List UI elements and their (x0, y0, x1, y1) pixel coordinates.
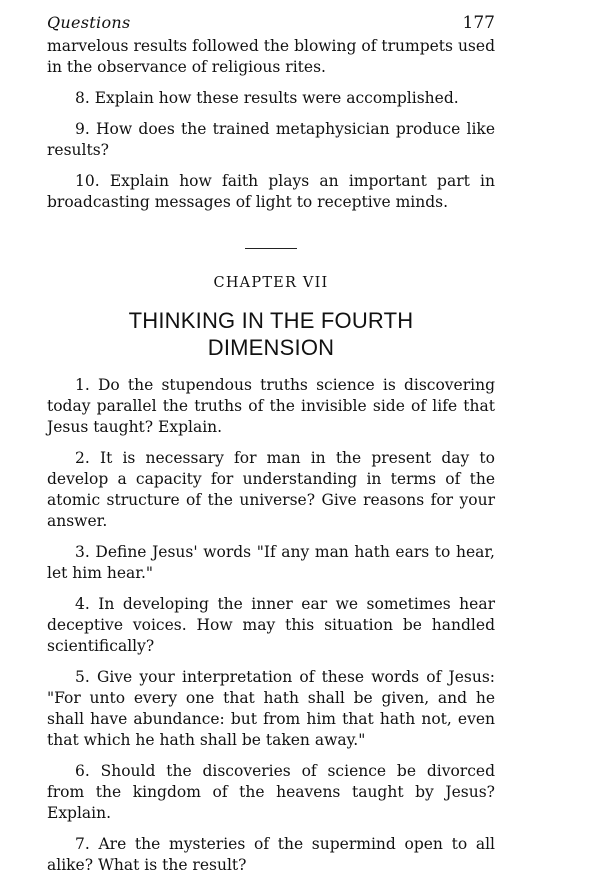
book-page (47, 12, 495, 876)
question-4: 4. In developing the inner ear we sometimes hear deceptive voices. How may this situation be handled scientifically? (47, 595, 495, 655)
question-prev-8: 8. Explain how these results were accomplished. (75, 89, 459, 107)
question-6: 6. Should the discoveries of science be divorced from the kingdom of the heavens taught by Jesus? Explain. (47, 762, 495, 822)
question-prev-9: 9. How does the trained metaphysician produce like results? (47, 120, 495, 159)
continued-paragraph: marvelous results followed the blowing of trumpets used in the observance of religious rites. (47, 37, 495, 76)
running-title: Questions (47, 13, 131, 32)
chapter-label: CHAPTER VII (213, 275, 329, 291)
section-divider (245, 248, 297, 249)
question-prev-10: 10. Explain how faith plays an important part in broadcasting messages of light to receptive minds. (47, 172, 495, 211)
chapter-title-line-1: THINKING IN THE FOURTH (128, 308, 414, 333)
question-3: 3. Define Jesus' words "If any man hath ears to hear, let him hear." (47, 543, 495, 582)
page-number: 177 (462, 13, 495, 33)
question-1: 1. Do the stupendous truths science is discovering today parallel the truths of the invisible side of life that Jesus taught? Explain. (47, 376, 495, 436)
question-5: 5. Give your interpretation of these words of Jesus: "For unto every one that hath shall be given, and he shall have abundance: but from him that hath not, even that which he hath shall be taken away." (47, 668, 495, 749)
chapter-title-line-2: DIMENSION (207, 335, 335, 360)
chapter-title (47, 307, 495, 361)
question-2: 2. It is necessary for man in the present day to develop a capacity for understanding in terms of the atomic structure of the universe? Give reasons for your answer. (47, 449, 495, 530)
running-header (47, 12, 495, 34)
question-7: 7. Are the mysteries of the supermind open to all alike? What is the result? (47, 835, 495, 874)
